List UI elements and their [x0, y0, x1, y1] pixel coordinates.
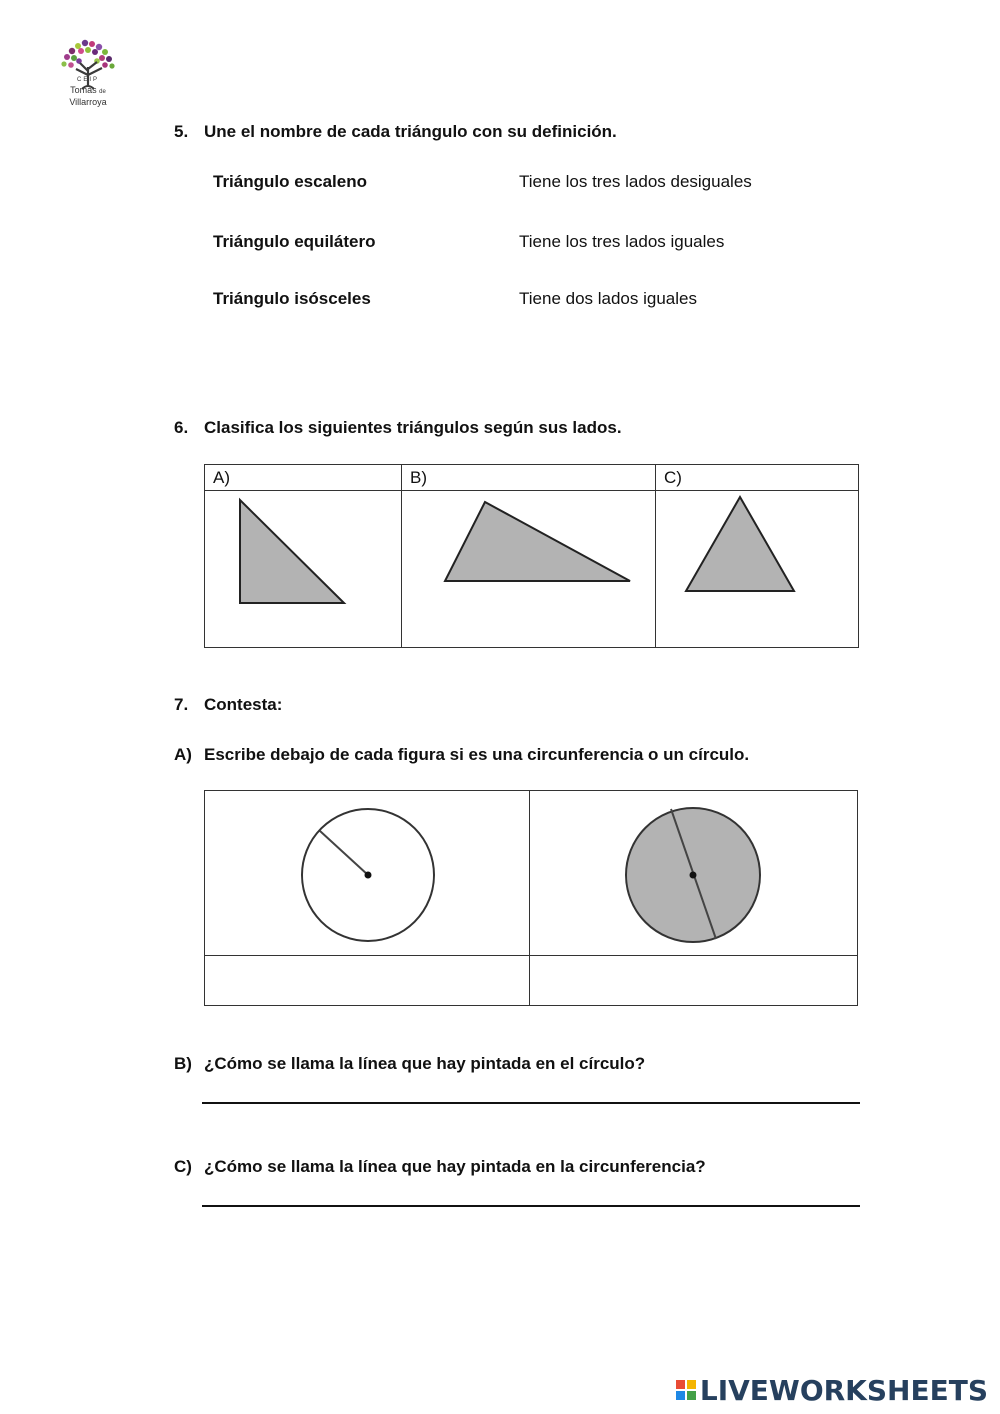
circumference-answer-cell[interactable]: [205, 956, 530, 1006]
circle-answer-cell[interactable]: [530, 956, 858, 1006]
circumference-figure-cell: [205, 791, 530, 956]
triangle-col-c-label: C): [656, 465, 859, 491]
answer-line-7b[interactable]: [202, 1102, 860, 1104]
match-term-equilatero[interactable]: Triángulo equilátero: [213, 232, 376, 251]
scalene-triangle-figure: [402, 491, 655, 642]
logo-line2b: de: [99, 89, 106, 95]
match-term-isosceles[interactable]: Triángulo isósceles: [213, 289, 371, 308]
question-7a-title: [174, 745, 749, 765]
triangle-cell-b[interactable]: [402, 491, 656, 648]
circle-figure: [530, 791, 857, 950]
logo-line1: CEIP: [76, 77, 99, 83]
question-6-number: 6.: [174, 418, 189, 437]
question-6-text: Clasifica los siguientes triángulos según sus lados.: [204, 418, 622, 437]
question-5-title: [174, 122, 617, 142]
answer-line-7c[interactable]: [202, 1205, 860, 1207]
circumference-figure: [205, 791, 529, 950]
question-7-number: 7.: [174, 695, 189, 714]
equilateral-triangle-figure: [656, 491, 858, 642]
match-def-dos-iguales[interactable]: Tiene dos lados iguales: [519, 289, 697, 308]
question-7c-text: ¿Cómo se llama la línea que hay pintada en la circunferencia?: [204, 1157, 706, 1176]
logo-line2a: Tomàs: [70, 85, 97, 95]
liveworksheets-wordmark: LIVEWORKSHEETS: [699, 1373, 988, 1407]
question-6-title: [174, 418, 622, 438]
question-7b-title: [174, 1054, 645, 1074]
question-7b-label: B): [174, 1054, 192, 1073]
question-7c-title: [174, 1157, 706, 1177]
question-5-number: 5.: [174, 122, 189, 141]
question-7-title: [174, 695, 282, 715]
circle-table: [204, 790, 858, 1006]
match-term-escaleno[interactable]: Triángulo escaleno: [213, 172, 367, 191]
liveworksheets-brand: [676, 1372, 988, 1408]
match-def-iguales[interactable]: Tiene los tres lados iguales: [519, 232, 725, 251]
question-7-text: Contesta:: [204, 695, 283, 714]
question-7a-text: Escribe debajo de cada figura si es una circunferencia o un círculo.: [204, 745, 750, 764]
triangle-cell-a[interactable]: [205, 491, 402, 648]
triangle-cell-c[interactable]: [656, 491, 859, 648]
question-7c-label: C): [174, 1157, 192, 1176]
question-7a-label: A): [174, 745, 192, 764]
triangle-col-a-label: A): [205, 465, 402, 491]
triangle-table: [204, 464, 859, 648]
right-triangle-figure: [205, 491, 401, 642]
circle-figure-cell: [530, 791, 858, 956]
question-7b-text: ¿Cómo se llama la línea que hay pintada en el círculo?: [204, 1054, 646, 1073]
school-logo-text: [52, 75, 124, 107]
question-5-text: Une el nombre de cada triángulo con su definición.: [204, 122, 617, 141]
match-def-desiguales[interactable]: Tiene los tres lados desiguales: [519, 172, 752, 191]
logo-line3: Villarroya: [69, 97, 107, 107]
triangle-col-b-label: B): [402, 465, 656, 491]
liveworksheets-logo-icon: [676, 1380, 696, 1400]
